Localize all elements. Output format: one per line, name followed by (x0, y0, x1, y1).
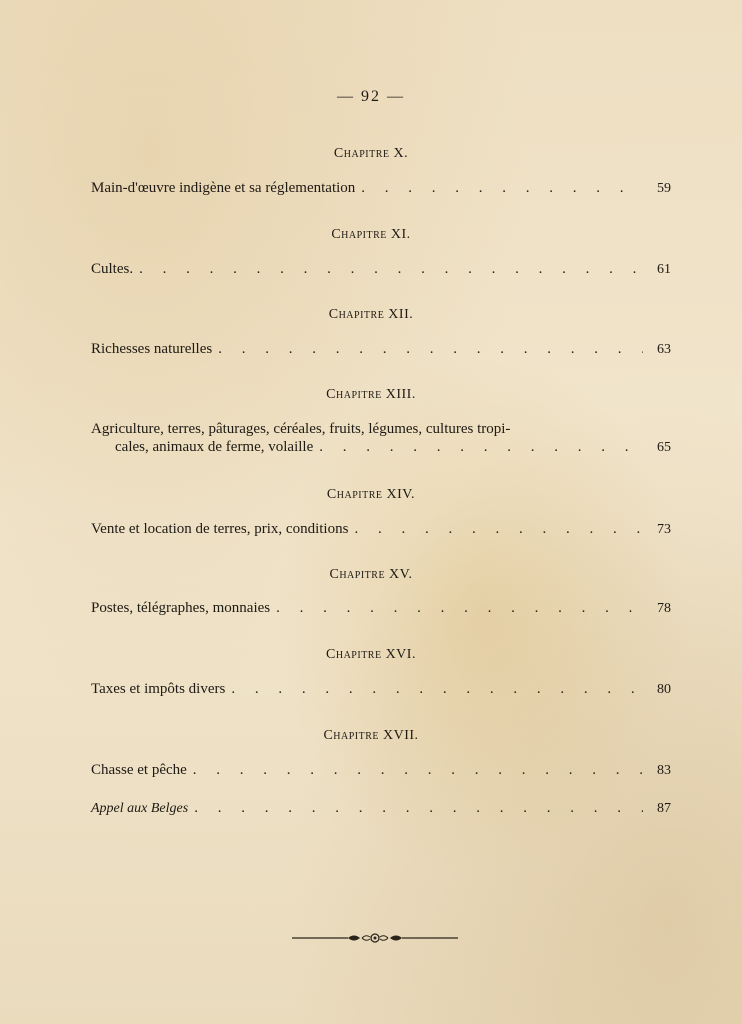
toc-entry-title: Richesses naturelles (91, 341, 213, 357)
toc-entry-page: 73 (657, 522, 671, 537)
chapter-heading: Chapitre XVI. (326, 647, 416, 662)
chapter-heading: Chapitre XIII. (326, 387, 416, 402)
toc-entry (91, 340, 671, 359)
chapter-heading: Chapitre XIV. (326, 487, 416, 502)
toc-entry (91, 260, 671, 279)
toc-entry-title: Agriculture, terres, pâturages, céréales, fruits, légumes, cultures tropi- (91, 421, 511, 437)
page-number: — 92 — (337, 88, 405, 105)
dot-leader (139, 260, 643, 278)
dot-leader (218, 340, 643, 358)
toc-entry-appendix (91, 799, 671, 818)
toc-entry (91, 520, 671, 539)
toc-entry-title: Main-d'œuvre indigène et sa réglementation (91, 180, 356, 196)
toc-entry-title: Chasse et pêche (91, 762, 187, 778)
toc-entry-title: Taxes et impôts divers (91, 681, 226, 697)
toc-entry-page: 87 (657, 801, 671, 816)
chapter-heading: Chapitre XVII. (323, 728, 419, 743)
toc-entry-title: Appel aux Belges (91, 801, 189, 816)
decorative-rule-icon (292, 930, 458, 946)
dot-leader (231, 680, 643, 698)
toc-entry-title-continuation: cales, animaux de ferme, volaille (115, 439, 314, 455)
chapter-heading: Chapitre XII. (328, 307, 414, 322)
toc-entry-title: Vente et location de terres, prix, conditions (91, 521, 349, 537)
dot-leader (361, 179, 643, 197)
toc-entry-title: Cultes. (91, 261, 134, 277)
toc-entry-page: 63 (657, 342, 671, 357)
toc-entry (91, 179, 671, 198)
toc-entry-title: Postes, télégraphes, monnaies (91, 600, 271, 616)
dot-leader (319, 438, 643, 456)
toc-entry-page: 61 (657, 262, 671, 277)
toc-entry-page: 65 (657, 440, 671, 455)
toc-entry-page: 78 (657, 601, 671, 616)
toc-entry (91, 599, 671, 618)
toc-entry (91, 420, 671, 457)
toc-entry-page: 59 (657, 181, 671, 196)
dot-leader (194, 799, 643, 817)
chapter-heading: Chapitre XV. (329, 567, 413, 582)
toc-entry-page: 83 (657, 763, 671, 778)
toc-entry (91, 761, 671, 780)
dot-leader (193, 761, 643, 779)
chapter-heading: Chapitre X. (333, 146, 409, 161)
toc-entry-page: 80 (657, 682, 671, 697)
dot-leader (354, 520, 643, 538)
dot-leader (276, 599, 643, 617)
toc-entry (91, 680, 671, 699)
chapter-heading: Chapitre XI. (331, 227, 411, 242)
